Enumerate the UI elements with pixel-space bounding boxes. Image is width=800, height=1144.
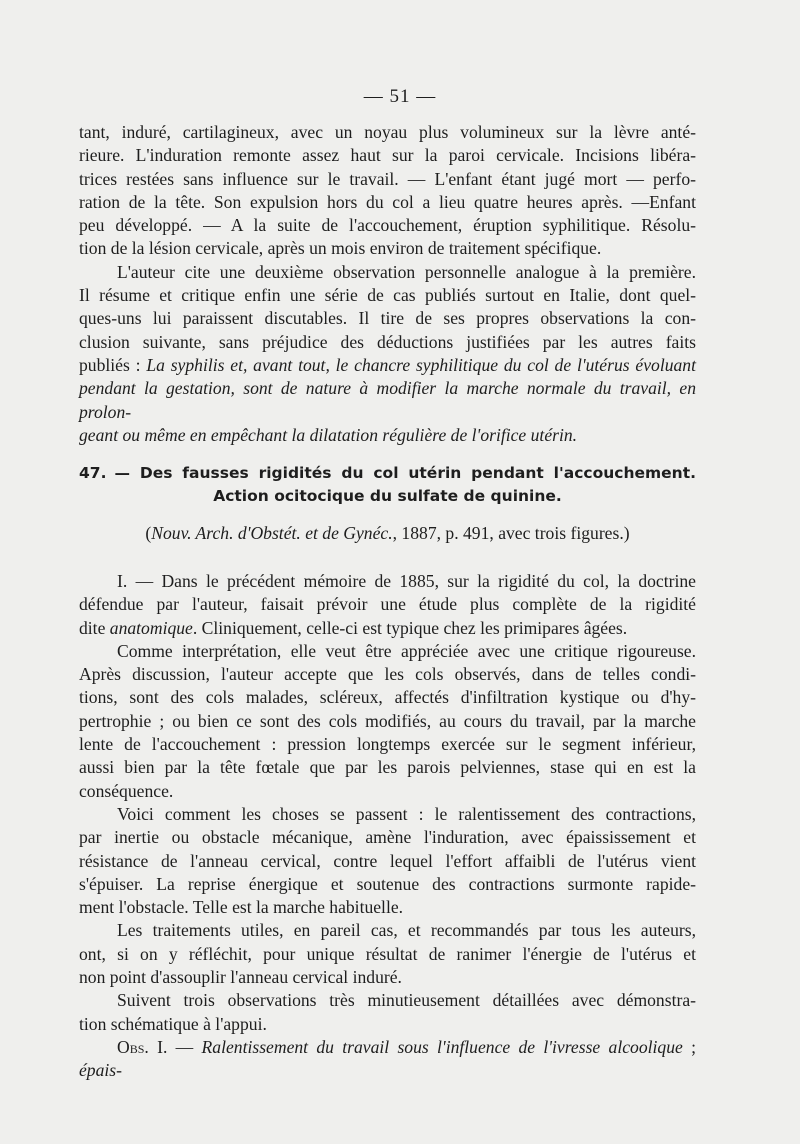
text-line: par inertie ou obstacle mécanique, amène l'induration, avec épaississement et bbox=[79, 827, 696, 848]
obs-title-end: épais- bbox=[79, 1060, 122, 1081]
reference-details: , 1887, p. 491, avec trois figures.) bbox=[392, 523, 630, 543]
text-line: Il résume et critique enfin une série de cas publiés surtout en Italie, dont quel- bbox=[79, 285, 696, 306]
text-line: I. — Dans le précédent mémoire de 1885, sur la rigidité du col, la doctrine bbox=[117, 571, 696, 591]
reference-journal: Nouv. Arch. d'Obstét. et de Gynéc. bbox=[151, 523, 393, 543]
text-line: Après discussion, l'auteur accepte que les cols observés, dans de telles condi- bbox=[79, 664, 696, 685]
text-line: résistance de l'anneau cervical, contre lequel l'effort affaibli de l'utérus vient bbox=[79, 850, 696, 871]
text-line: rieure. L'induration remonte assez haut sur la paroi cervicale. Incisions libéra- bbox=[79, 145, 696, 166]
text-line: Les traitements utiles, en pareil cas, et recommandés par tous les auteurs, bbox=[117, 920, 696, 941]
text-line: Voici comment les choses se passent : le ralentissement des contractions, bbox=[117, 803, 696, 824]
text-line: trices restées sans influence sur le travail. — L'enfant étant jugé mort — perfo- bbox=[79, 168, 696, 189]
text-line: pertrophie ; ou bien ce sont des cols modifiés, au cours du travail, par la marche bbox=[79, 710, 696, 731]
text-line: peu développé. — A la suite de l'accouchement, éruption syphilitique. Résolu- bbox=[79, 215, 696, 236]
bibliographic-reference bbox=[79, 523, 696, 544]
italic-quote: geant ou même en empêchant la dilatation régulière de l'orifice utérin. bbox=[79, 424, 578, 445]
obs-label: Obs. I. bbox=[117, 1036, 168, 1057]
text-line: clusion suivante, sans préjudice des déductions justifiées par les autres faits bbox=[79, 331, 696, 352]
italic-quote: La syphilis et, avant tout, le chancre syphilitique du col de l'utérus évoluant bbox=[146, 354, 696, 375]
text-line: Comme interprétation, elle veut être appréciée avec une critique rigoureuse. bbox=[117, 640, 696, 661]
text-line: défendue par l'auteur, faisait prévoir une étude plus complète de la rigidité bbox=[79, 594, 696, 615]
text-span: — bbox=[167, 1036, 202, 1057]
text-span: publiés : bbox=[79, 354, 147, 375]
text-block-top bbox=[79, 121, 696, 447]
italic-quote: pendant la gestation, sont de nature à modifier la marche normale du travail, en prolon- bbox=[79, 378, 696, 422]
text-span: . Cliniquement, celle-ci est typique chez les primipares âgées. bbox=[192, 617, 628, 638]
text-line bbox=[79, 617, 696, 640]
text-span: ; bbox=[682, 1036, 696, 1057]
text-line bbox=[79, 354, 696, 377]
reference-paren: ( bbox=[145, 523, 152, 543]
section-title-part-1: — Des fausses rigidités du col utérin pendant l'accouchement. bbox=[114, 464, 696, 482]
page-number: — 51 — bbox=[363, 86, 437, 107]
text-line bbox=[79, 424, 696, 447]
obs-title: Ralentissement du travail sous l'influence de l'ivresse alcoolique bbox=[201, 1036, 683, 1057]
text-line: ment l'obstacle. Telle est la marche habituelle. bbox=[79, 897, 404, 918]
text-line: s'épuiser. La reprise énergique et soutenue des contractions surmonte rapide- bbox=[79, 873, 696, 894]
text-line: tion schématique à l'appui. bbox=[79, 1013, 267, 1034]
text-line: conséquence. bbox=[79, 780, 174, 801]
section-number: 47. bbox=[79, 464, 107, 482]
text-line: tant, induré, cartilagineux, avec un noyau plus volumineux sur la lèvre anté- bbox=[79, 122, 696, 142]
italic-term: anatomique bbox=[109, 617, 193, 638]
text-line: aussi bien par la tête fœtale que par les parois pelviennes, stase qui en est la bbox=[79, 757, 696, 778]
text-line: ques-uns lui paraissent discutables. Il tire de ses propres observations la con- bbox=[79, 308, 696, 329]
text-line: non point d'assouplir l'anneau cervical induré. bbox=[79, 967, 402, 988]
text-line: Suivent trois observations très minutieusement détaillées avec démonstra- bbox=[117, 990, 696, 1011]
text-line: tions, sont des cols malades, scléreux, affectés d'infiltration kystique ou d'hy- bbox=[79, 687, 696, 708]
text-line: L'auteur cite une deuxième observation personnelle analogue à la première. bbox=[117, 261, 696, 282]
section-heading bbox=[79, 462, 696, 508]
section-heading-line-1 bbox=[79, 462, 696, 485]
text-line: ration de la tête. Son expulsion hors du col a lieu quatre heures après. —Enfant bbox=[79, 191, 696, 212]
text-line bbox=[79, 377, 696, 424]
text-block-bottom bbox=[79, 570, 696, 1083]
section-title-part-2: Action ocitocique du sulfate de quinine. bbox=[213, 487, 562, 505]
text-line bbox=[79, 1036, 696, 1083]
text-line: lente de l'accouchement : pression longtemps exercée sur le segment inférieur, bbox=[79, 734, 696, 755]
text-span: dite bbox=[79, 617, 110, 638]
text-line: tion de la lésion cervicale, après un mois environ de traitement spécifique. bbox=[79, 238, 602, 259]
text-line: ont, si on y réfléchit, pour unique résultat de ranimer l'énergie de l'utérus et bbox=[79, 943, 696, 964]
